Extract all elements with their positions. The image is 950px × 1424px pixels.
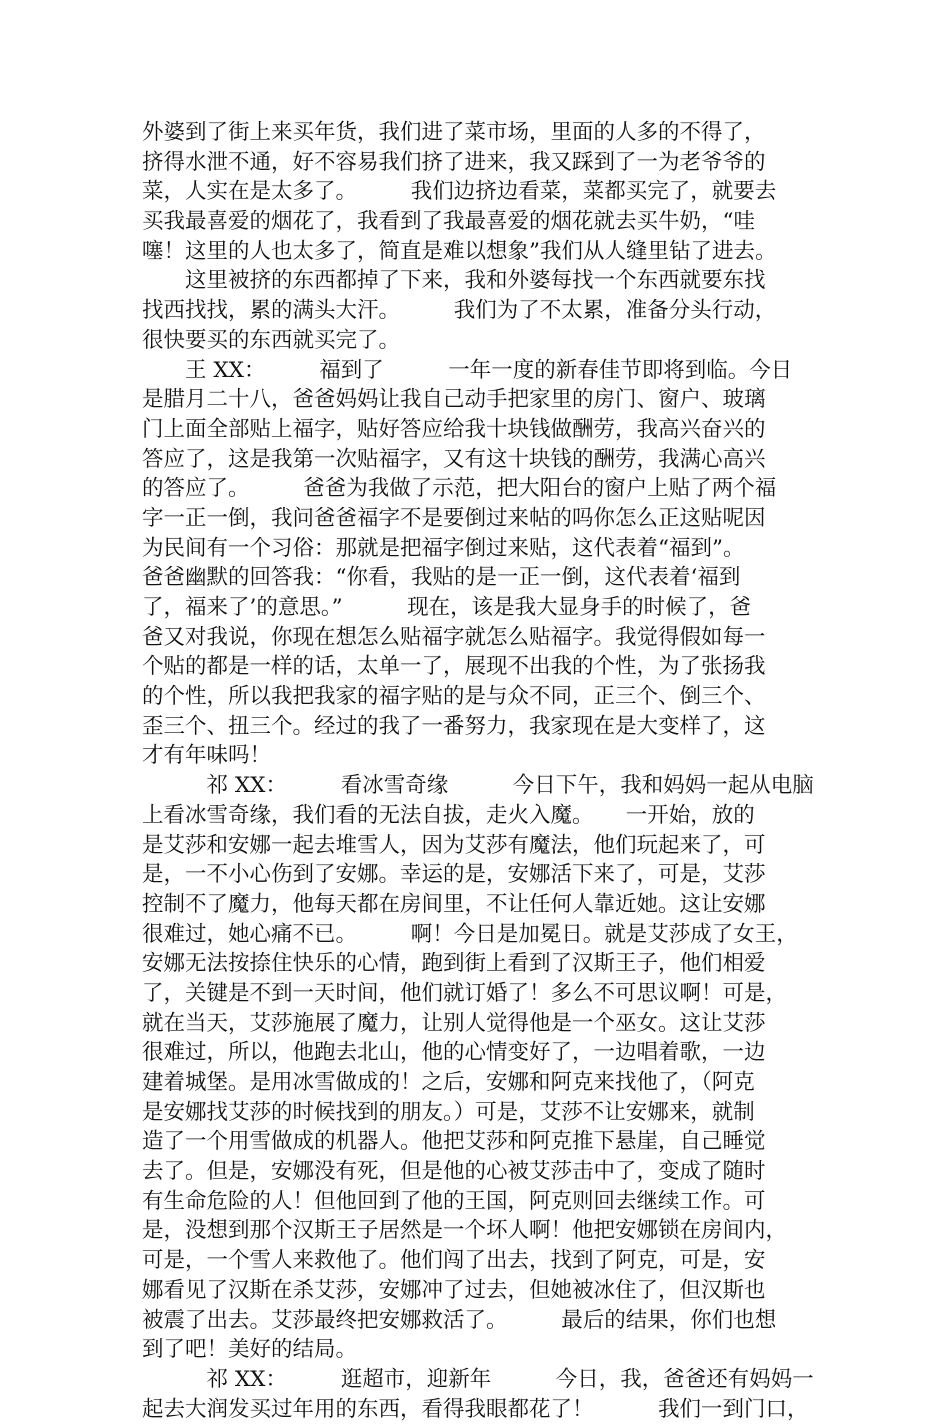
text-line: 答应了，这是我第一次贴福字，又有这十块钱的酬劳，我满心高兴 bbox=[142, 446, 766, 472]
text-line: 安娜无法按捺住快乐的心情，跑到街上看到了汉斯王子，他们相爱 bbox=[142, 951, 766, 977]
text-line: 爸又对我说，你现在想怎么贴福字就怎么贴福字。我觉得假如每一 bbox=[142, 624, 766, 650]
text-line: 找西找找，累的满头大汗。 我们为了不太累，准备分头行动， bbox=[142, 298, 777, 324]
text-line: 有生命危险的人！但他回到了他的王国，阿克则回去继续工作。可 bbox=[142, 1188, 766, 1214]
text-line: 上看冰雪奇缘，我们看的无法自拔，走火入魔。 一开始，放的 bbox=[142, 802, 755, 828]
text-line: 造了一个用雪做成的机器人。他把艾莎和阿克推下悬崖，自己睡觉 bbox=[142, 1129, 766, 1155]
text-line: 菜，人实在是太多了。 我们边挤边看菜，菜都买完了，就要去 bbox=[142, 179, 777, 205]
text-line: 控制不了魔力，他每天都在房间里，不让任何人靠近她。这让安娜 bbox=[142, 891, 766, 917]
text-line: 很难过，所以，他跑去北山，他的心情变好了，一边唱着歌，一边 bbox=[142, 1040, 766, 1066]
text-line: 去了。但是，安娜没有死，但是他的心被艾莎击中了，变成了随时 bbox=[142, 1159, 766, 1185]
text-line: 字一正一倒，我问爸爸福字不是要倒过来帖的吗你怎么正这贴呢因 bbox=[142, 505, 766, 531]
text-line: 起去大润发买过年用的东西，看得我眼都花了！ 我们一到门口， bbox=[142, 1396, 809, 1422]
text-line: 这里被挤的东西都掉了下来，我和外婆每找一个东西就要东找 bbox=[142, 268, 766, 294]
text-line: 是艾莎和安娜一起去堆雪人，因为艾莎有魔法，他们玩起来了，可 bbox=[142, 832, 766, 858]
text-line: 建着城堡。是用冰雪做成的！之后，安娜和阿克来找他了，（阿克 bbox=[142, 1070, 755, 1095]
text-line: 挤得水泄不通，好不容易我们挤了进来，我又踩到了一为老爷爷的 bbox=[142, 149, 766, 175]
text-line: 王 XX： 福到了 一年一度的新春佳节即将到临。今日 bbox=[142, 357, 793, 383]
text-line: 外婆到了街上来买年货，我们进了菜市场，里面的人多的不得了， bbox=[142, 120, 766, 145]
text-line: 是，一不小心伤到了安娜。幸运的是，安娜活下来了，可是，艾莎 bbox=[142, 862, 766, 888]
text-line: 的答应了。 爸爸为我做了示范，把大阳台的窗户上贴了两个福 bbox=[142, 476, 777, 502]
text-line: 是安娜找艾莎的时候找到的朋友。）可是，艾莎不让安娜来，就制 bbox=[142, 1099, 755, 1125]
text-line: 才有年味吗！ bbox=[142, 743, 272, 769]
text-line: 可是，一个雪人来救他了。他们闯了出去，找到了阿克，可是，安 bbox=[142, 1248, 766, 1274]
text-line: 是，没想到那个汉斯王子居然是一个坏人啊！他把安娜锁在房间内， bbox=[142, 1218, 788, 1244]
text-line: 祁 XX： 看冰雪奇缘 今日下午，我和妈妈一起从电脑 bbox=[142, 773, 814, 799]
text-line: 的个性，所以我把我家的福字贴的是与众不同，正三个、倒三个、 bbox=[142, 684, 766, 710]
text-line: 个贴的都是一样的话，太单一了，展现不出我的个性，为了张扬我 bbox=[142, 654, 766, 680]
text-line: 爸爸幽默的回答我：“你看，我贴的是一正一倒，这代表着‘福到 bbox=[142, 565, 741, 591]
text-line: 娜看见了汉斯在杀艾莎，安娜冲了过去，但她被冰住了，但汉斯也 bbox=[142, 1277, 766, 1303]
text-line: 就在当天，艾莎施展了魔力，让别人觉得他是一个巫女。这让艾莎 bbox=[142, 1010, 766, 1036]
text-line: 是腊月二十八，爸爸妈妈让我自己动手把家里的房门、窗户、玻璃 bbox=[142, 387, 766, 413]
text-line: 买我最喜爱的烟花了，我看到了我最喜爱的烟花就去买牛奶，“哇 bbox=[142, 209, 755, 235]
text-line: 噻！这里的人也太多了，简直是难以想象”我们从人缝里钻了进去。 bbox=[142, 238, 777, 264]
text-line: 为民间有一个习俗：那就是把福字倒过来贴，这代表着“福到”。 bbox=[142, 535, 745, 561]
text-line: 到了吧！美好的结局。 bbox=[142, 1337, 358, 1363]
text-line: 很快要买的东西就买完了。 bbox=[142, 327, 401, 353]
text-line: 了，福来了’的意思。” 现在，该是我大显身手的时候了，爸 bbox=[142, 595, 752, 620]
document-body bbox=[142, 118, 822, 1424]
text-line: 很难过，她心痛不已。 啊！今日是加冕日。就是艾莎成了女王， bbox=[142, 921, 798, 947]
text-line: 被震了出去。艾莎最终把安娜救活了。 最后的结果，你们也想 bbox=[142, 1307, 777, 1333]
text-line: 祁 XX： 逛超市，迎新年 今日，我，爸爸还有妈妈一 bbox=[142, 1366, 814, 1392]
text-line: 门上面全部贴上福字，贴好答应给我十块钱做酬劳，我高兴奋兴的 bbox=[142, 416, 766, 442]
text-line: 歪三个、扭三个。经过的我了一番努力，我家现在是大变样了，这 bbox=[142, 713, 766, 739]
text-line: 了，关键是不到一天时间，他们就订婚了！多么不可思议啊！可是， bbox=[142, 980, 788, 1006]
